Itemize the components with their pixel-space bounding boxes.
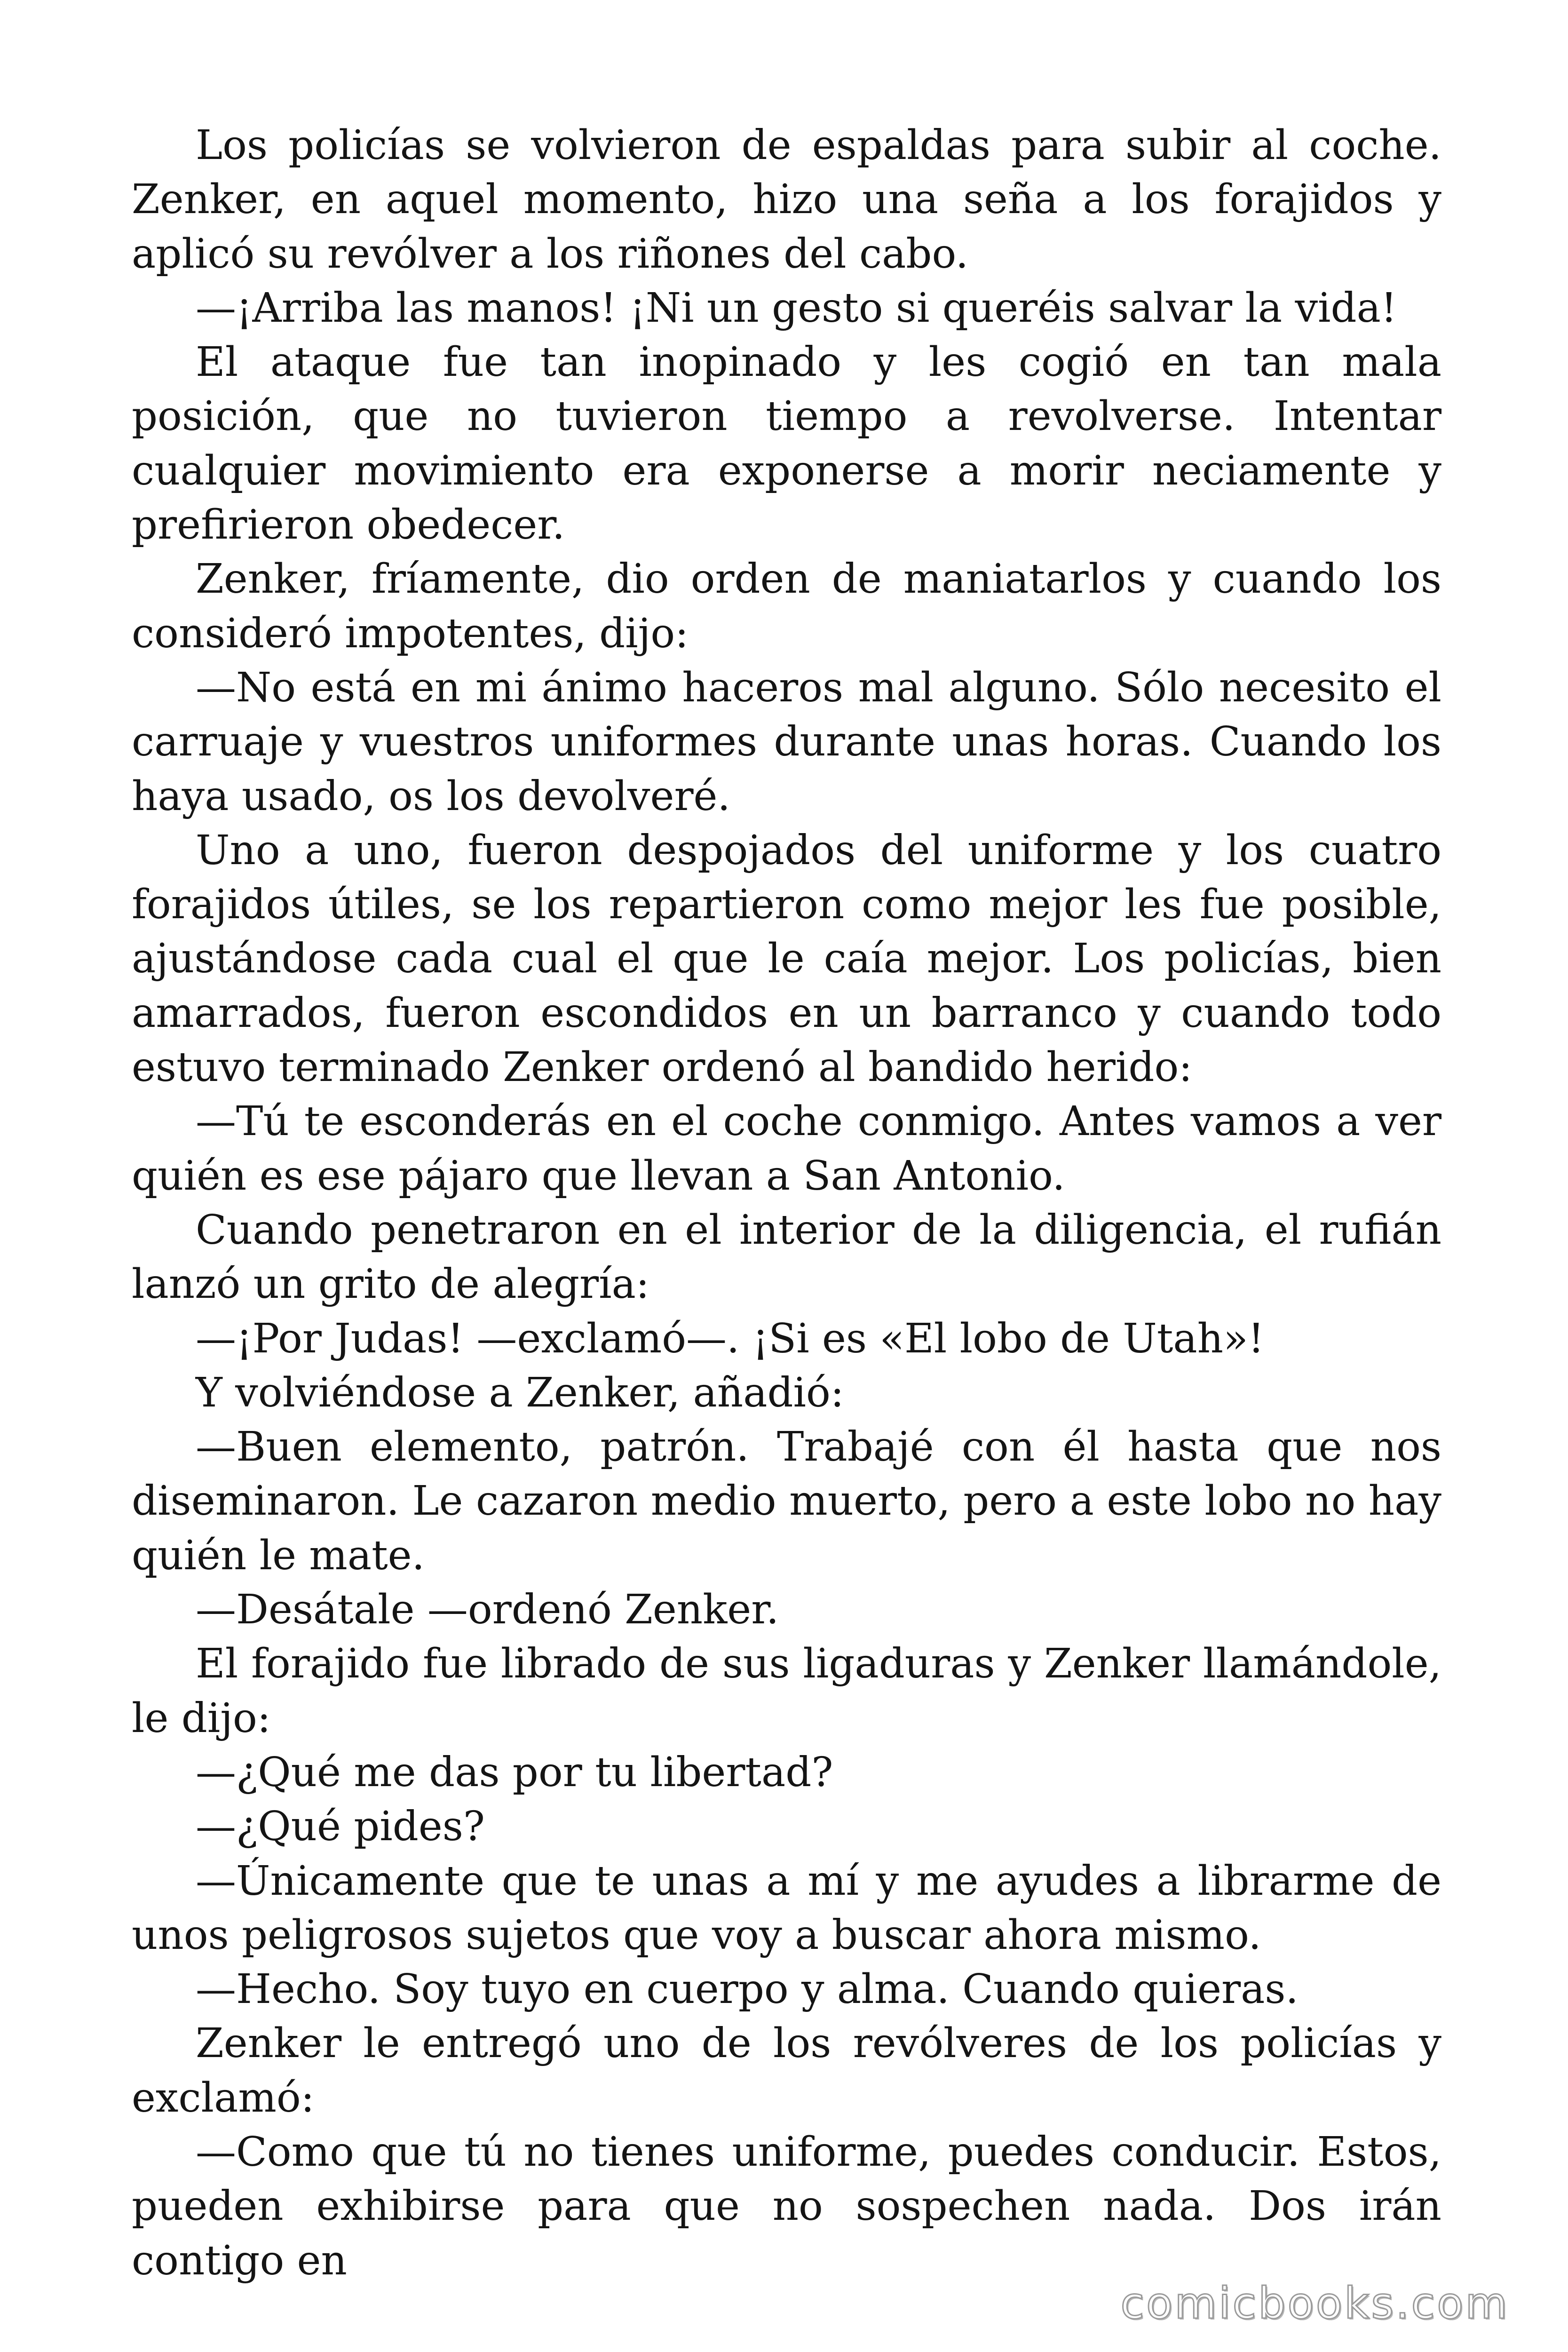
paragraph: —Desátale —ordenó Zenker. [196,1586,779,1634]
paragraph: —¡Arriba las manos! ¡Ni un gesto si queréis salvar la vida! [196,284,1397,332]
paragraph: El ataque fue tan inopinado y les cogió en tan mala posición, que no tuvieron tiempo a revolverse. Intentar cualquier movimiento era exponerse a morir neciamente y prefirieron obedecer. [132,339,1441,549]
paragraph: —Buen elemento, patrón. Trabajé con él hasta que nos diseminaron. Le cazaron medio muerto, pero a este lobo no hay quién le mate. [132,1423,1441,1579]
paragraph: —Únicamente que te unas a mí y me ayudes a librarme de unos peligrosos sujetos que voy a buscar ahora mismo. [132,1857,1441,1959]
paragraph: —No está en mi ánimo haceros mal alguno. Sólo necesito el carruaje y vuestros uniformes durante unas horas. Cuando los haya usado, os los devolveré. [132,664,1441,820]
paragraph: —Tú te esconderás en el coche conmigo. Antes vamos a ver quién es ese pájaro que llevan a San Antonio. [132,1098,1441,1200]
paragraph: —¡Por Judas! —exclamó—. ¡Si es «El lobo de Utah»! [196,1315,1265,1362]
paragraph: —Hecho. Soy tuyo en cuerpo y alma. Cuando quieras. [196,1966,1299,2013]
paragraph: —Como que tú no tienes uniforme, puedes conducir. Estos, pueden exhibirse para que no sospechen nada. Dos irán contigo en [132,2128,1441,2284]
paragraph: —¿Qué me das por tu libertad? [196,1748,833,1796]
paragraph: Uno a uno, fueron despojados del uniforme y los cuatro forajidos útiles, se los repartieron como mejor les fue posible, ajustándose cada cual el que le caía mejor. Los policías, bien amarrados, fueron escondidos en un barranco y cuando todo estuvo terminado Zenker ordenó al bandido herido: [132,826,1441,1091]
paragraph: El forajido fue librado de sus ligaduras y Zenker llamándole, le dijo: [132,1640,1441,1742]
watermark: comicbooks.com [1120,2278,1509,2328]
paragraph: Los policías se volvieron de espaldas para subir al coche. Zenker, en aquel momento, hizo una seña a los forajidos y aplicó su revólver a los riñones del cabo. [132,122,1441,278]
paragraph: Cuando penetraron en el interior de la diligencia, el rufián lanzó un grito de alegría: [132,1206,1441,1308]
body-text [132,119,1441,2288]
paragraph: Zenker, fríamente, dio orden de maniatarlos y cuando los consideró impotentes, dijo: [132,556,1441,657]
paragraph: —¿Qué pides? [196,1803,485,1851]
paragraph: Y volviéndose a Zenker, añadió: [196,1369,844,1416]
paragraph: Zenker le entregó uno de los revólveres de los policías y exclamó: [132,2020,1441,2122]
